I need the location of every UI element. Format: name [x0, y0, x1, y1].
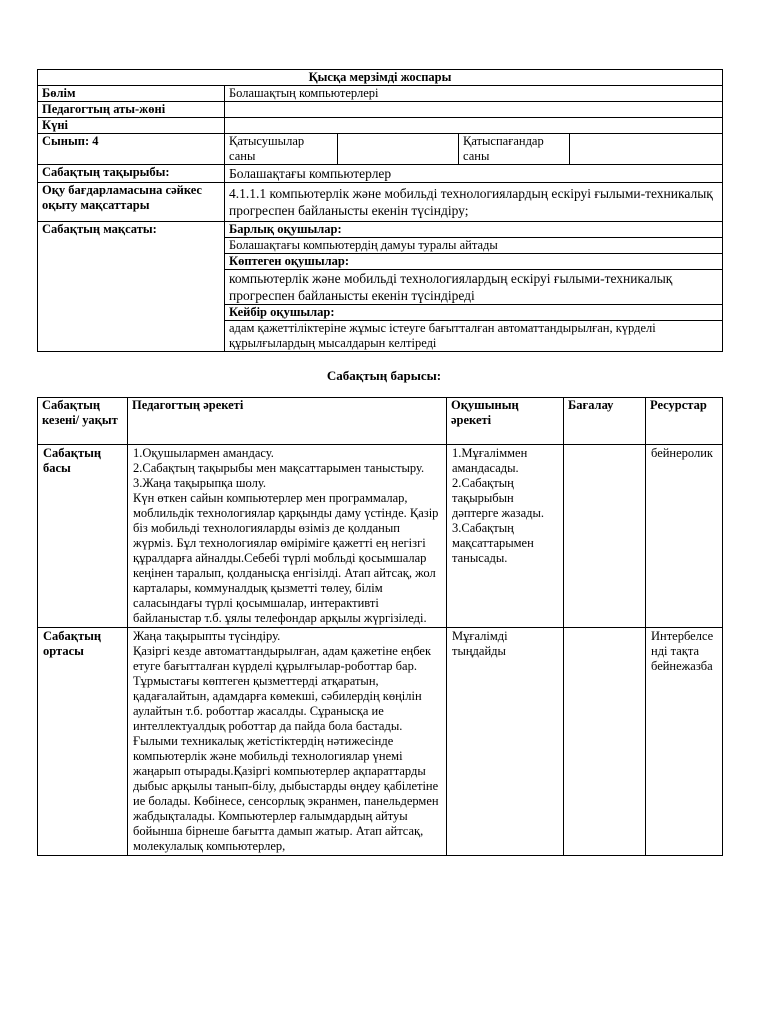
teacher-action-header: Педагогтың әрекеті — [128, 398, 447, 445]
teacher-action-cell: Жаңа тақырыпты түсіндіру. Қазіргі кезде автоматтандырылған, адам қажетіне еңбек етуге бағытталған күрделі құрылғылар-роботтар бар. Тұрмыстағы көптеген қызметтерді атқаратын, қадағалайтын, адамдарға көмекші, сәбилердің көңілін аулайтын т.б. роботтар жасалды. Сұранысқа ие интеллектуалдық роботтар да пайда бола бастады. Ғылыми техникалық жетістіктердің нәтижесінде компьютерлік және мобильді технологиялар үнемі жаңарып отырады.Қазіргі компьютерлер ақпараттарды дыбыс арқылы танып-білу, дыбыстарды өңдеу қабілетіне ие болады. Көбінесе, сенсорлық экранмен, панельдермен жабдықталады. Компьютерлер ғалымдардың айтуы бойынша бірнеше бағытта дамып жатыр. Атап айтсақ, молекулалық компьютерлер, — [128, 628, 447, 856]
all-students-value: Болашақтағы компьютердің дамуы туралы айтады — [225, 238, 722, 254]
present-label: Қатысушылар саны — [225, 134, 338, 164]
lesson-progress-title: Сабақтың барысы: — [326, 368, 442, 383]
assessment-cell — [564, 628, 646, 856]
plan-title: Қысқа мерзімді жоспары — [38, 70, 723, 86]
topic-label: Сабақтың тақырыбы: — [38, 165, 225, 183]
attendance-table — [225, 134, 722, 164]
goals-table — [225, 222, 722, 351]
resources-header: Ресурстар — [646, 398, 723, 445]
assessment-header: Бағалау — [564, 398, 646, 445]
attendance-cell — [225, 134, 723, 165]
student-action-cell: 1.Мұғаліммен амандасады. 2.Сабақтың тақырыбын дәптерге жазады. 3.Сабақтың мақсаттарымен танысады. — [447, 445, 564, 628]
goals-label: Сабақтың мақсаты: — [38, 222, 225, 352]
some-students-value: адам қажеттіліктеріне жұмыс істеуге бағытталған автоматтандырылған, күрделі құрылғылардың мысалдарын келтіреді — [225, 321, 722, 352]
table-row — [38, 445, 723, 628]
most-students-label: Көптеген оқушылар: — [225, 254, 722, 270]
date-value — [225, 118, 723, 134]
student-action-cell: Мұғалімді тыңдайды — [447, 628, 564, 856]
teacher-value — [225, 102, 723, 118]
section-label: Бөлім — [38, 86, 225, 102]
objectives-value: 4.1.1.1 компьютерлік және мобильді технологиялардың ескіруі ғылыми-техникалық прогреспен байланысты екенін түсіндіру; — [225, 183, 723, 222]
absent-value — [570, 134, 723, 164]
lesson-progress-table — [37, 397, 723, 856]
topic-value: Болашақтағы компьютерлер — [225, 165, 723, 183]
absent-label: Қатыспағандар саны — [459, 134, 570, 164]
stage-cell: Сабақтың басы — [38, 445, 128, 628]
most-students-value: компьютерлік және мобильді технологиялардың ескіруі ғылыми-техникалық прогреспен байланысты екенін түсіндіреді — [225, 270, 722, 305]
stage-cell: Сабақтың ортасы — [38, 628, 128, 856]
table-row — [38, 628, 723, 856]
grade-label: Сынып: 4 — [38, 134, 225, 165]
short-term-plan-table — [37, 69, 723, 352]
student-action-header: Оқушының әрекеті — [447, 398, 564, 445]
date-label: Күні — [38, 118, 225, 134]
stage-header: Сабақтың кезені/ уақыт — [38, 398, 128, 445]
teacher-label: Педагогтың аты-жөні — [38, 102, 225, 118]
objectives-label: Оқу бағдарламасына сәйкес оқыту мақсаттары — [38, 183, 225, 222]
section-value: Болашақтың компьютерлері — [225, 86, 723, 102]
present-value — [338, 134, 459, 164]
goals-cell — [225, 222, 723, 352]
teacher-action-cell: 1.Оқушылармен амандасу. 2.Сабақтың тақырыбы мен мақсаттарымен таныстыру. 3.Жаңа тақырыпқа шолу. Күн өткен сайын компьютерлер мен программалар, моблильдік технологиялар қарқынды даму үстінде. Қазір біз мобильді технологияларды өзіміз де қолданып жүрміз. Бұл технологиялар өміріміге қажетті ең негізгі құралдарға айналды.Себебі түрлі мобльді қосымшалар кеңінен таралып, қолданысқа енгізілді. Атап айтсақ, жол карталары, коммуналдық қызметті төлеу, білім саласындағы түрлі қосымшалар, интерактивті байланыстар т.б. ұялы телефондар арқылы жүргізіледі. — [128, 445, 447, 628]
all-students-label: Барлық оқушылар: — [225, 222, 722, 238]
resources-cell: Интербелсе нді тақта бейнежазба — [646, 628, 723, 856]
assessment-cell — [564, 445, 646, 628]
some-students-label: Кейбір оқушылар: — [225, 305, 722, 321]
resources-cell: бейнеролик — [646, 445, 723, 628]
